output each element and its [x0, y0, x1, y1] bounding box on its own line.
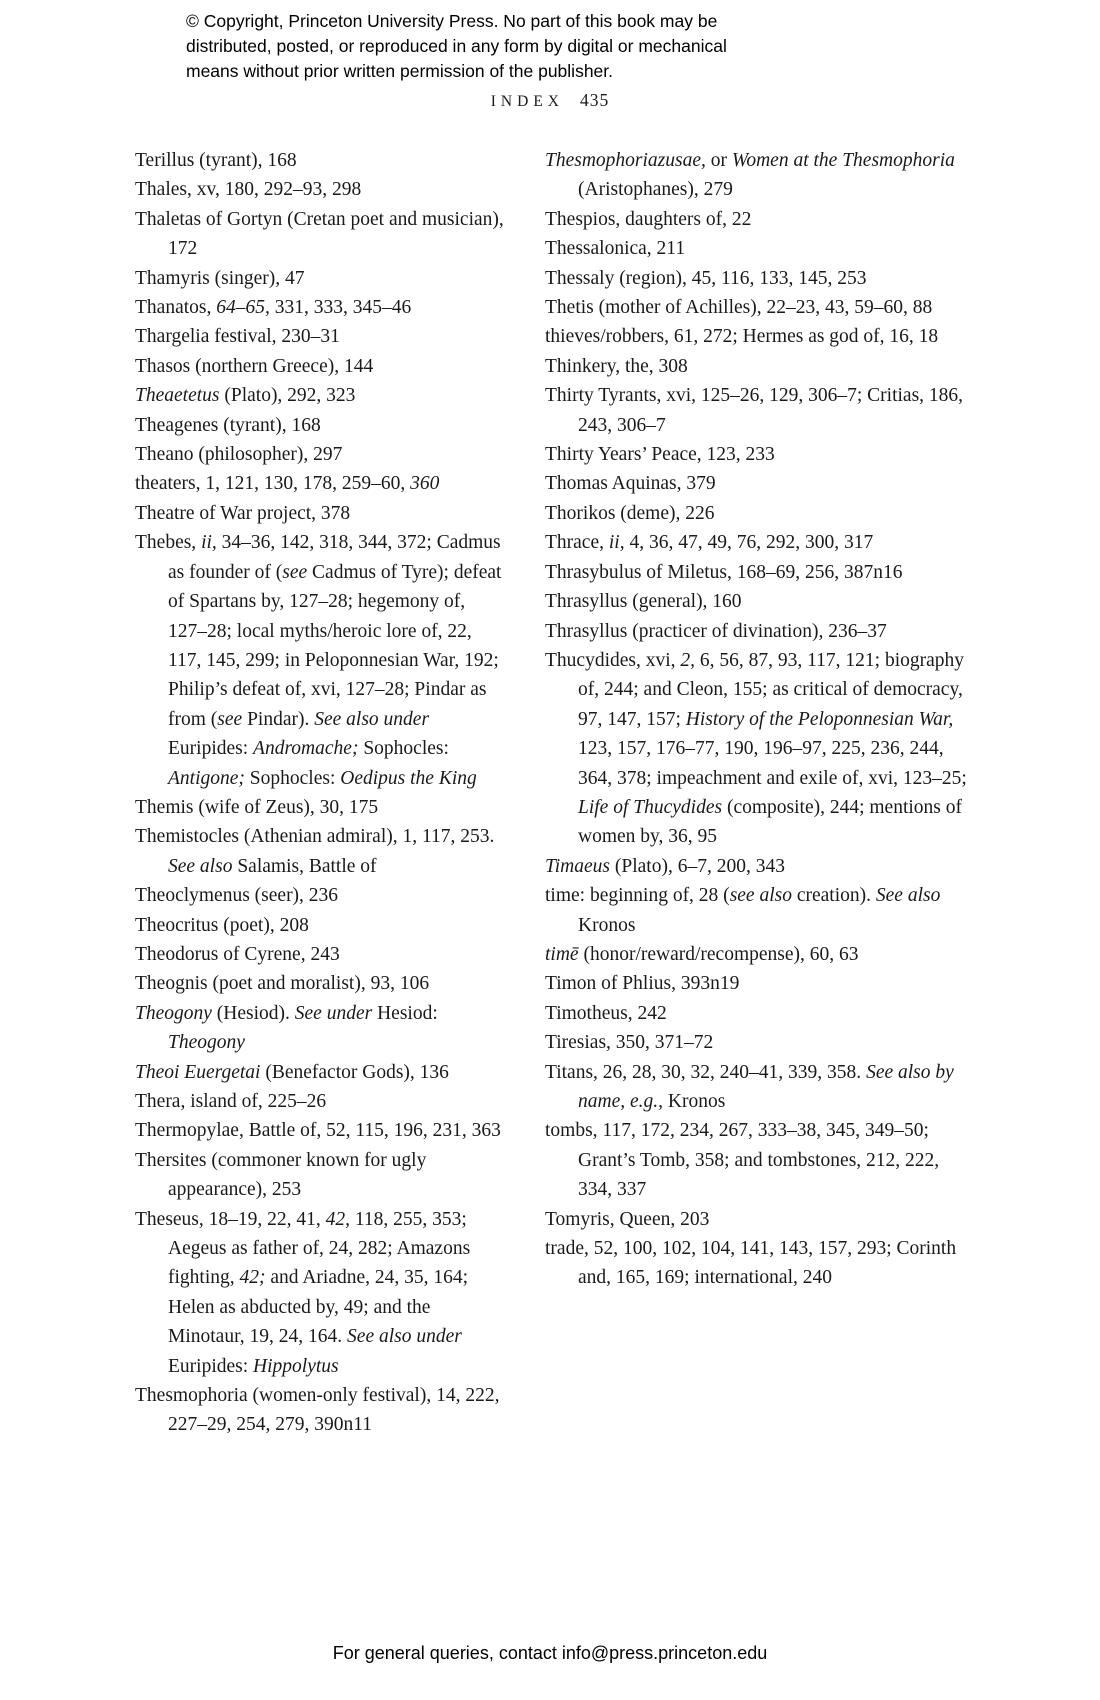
index-entry: Theognis (poet and moralist), 93, 106 [135, 973, 430, 995]
index-column-left [135, 146, 508, 1440]
index-entry: Thaletas of Gortyn (Cretan poet and musician), 172 [135, 208, 504, 260]
index-entry: theaters, 1, 121, 130, 178, 259–60, 360 [135, 473, 440, 495]
index-entry: Theatre of War project, 378 [135, 502, 351, 524]
index-entry: Timotheus, 242 [545, 1002, 667, 1024]
index-entry: Thessaly (region), 45, 116, 133, 145, 253 [545, 267, 867, 289]
index-entry: Theseus, 18–19, 22, 41, 42, 118, 255, 353; Aegeus as father of, 24, 282; Amazons fighting, 42; and Ariadne, 24, 35, 164; Helen as abducted by, 49; and the Minotaur, 19, 24, 164. See also under Euripides: Hippolytus [135, 1208, 471, 1377]
copyright-line: distributed, posted, or reproduced in any form by digital or mechanical [186, 35, 727, 56]
index-entry: Thasos (northern Greece), 144 [135, 355, 374, 377]
index-entry: Thargelia festival, 230–31 [135, 326, 340, 348]
index-entry: Tiresias, 350, 371–72 [545, 1032, 714, 1054]
index-entry: Thessalonica, 211 [545, 238, 686, 260]
index-entry: Theogony (Hesiod). See under Hesiod: Theogony [135, 1002, 438, 1054]
footer-queries-note: For general queries, contact info@press.princeton.edu [332, 1643, 768, 1663]
index-entry: Thinkery, the, 308 [545, 355, 688, 377]
index-entry: Thermopylae, Battle of, 52, 115, 196, 231, 363 [135, 1120, 501, 1142]
index-entry: Themis (wife of Zeus), 30, 175 [135, 796, 379, 818]
index-column-right [545, 146, 973, 1440]
index-entry: Thucydides, xvi, 2, 6, 56, 87, 93, 117, 121; biography of, 244; and Cleon, 155; as critical of democracy, 97, 147, 157; History of the Peloponnesian War, 123, 157, 176–77, 190, 196–97, 225, 236, 244, 364, 378; impeachment and exile of, xvi, 123–25; Life of Thucydides (composite), 244; mentions of women by, 36, 95 [545, 649, 967, 848]
copyright-line: © Copyright, Princeton University Press. No part of this book may be [186, 11, 718, 31]
page-number: 435 [579, 90, 610, 110]
index-entry: thieves/robbers, 61, 272; Hermes as god of, 16, 18 [545, 326, 939, 348]
index-entry: Thebes, ii, 34–36, 142, 318, 344, 372; Cadmus as founder of (see Cadmus of Tyre); defeat of Spartans by, 127–28; hegemony of, 127–28; local myths/heroic lore of, 22, 117, 145, 299; in Peloponnesian War, 192; Philip’s defeat of, xvi, 127–28; Pindar as from (see Pindar). See also under Euripides: Andromache; Sophocles: Antigone; Sophocles: Oedipus the King [135, 532, 502, 789]
index-entry: Thales, xv, 180, 292–93, 298 [135, 179, 362, 201]
index-entry: Thrace, ii, 4, 36, 47, 49, 76, 292, 300, 317 [545, 532, 874, 554]
index-entry: Thrasybulus of Miletus, 168–69, 256, 387n16 [545, 561, 903, 583]
index-entry: Thersites (commoner known for ugly appearance), 253 [135, 1149, 427, 1201]
index-entry: Thesmophoria (women-only festival), 14, 222, 227–29, 254, 279, 390n11 [135, 1385, 500, 1436]
copyright-notice [186, 9, 727, 83]
index-entry: Thera, island of, 225–26 [135, 1091, 327, 1112]
index-entry: Thamyris (singer), 47 [135, 267, 305, 289]
index-entry: Timon of Phlius, 393n19 [545, 973, 740, 995]
page-header [0, 90, 1100, 111]
index-entry: Tomyris, Queen, 203 [545, 1208, 710, 1230]
index-entry: Timaeus (Plato), 6–7, 200, 343 [545, 855, 785, 877]
index-entry: Thorikos (deme), 226 [545, 502, 715, 524]
index-entry: Theano (philosopher), 297 [135, 444, 343, 466]
index-columns [135, 146, 973, 1440]
index-entry: Theagenes (tyrant), 168 [135, 414, 321, 436]
index-entry: Thesmophoriazusae, or Women at the Thesmophoria (Aristophanes), 279 [545, 150, 955, 201]
index-entry: time: beginning of, 28 (see also creation). See also Kronos [545, 885, 941, 936]
index-entry: Themistocles (Athenian admiral), 1, 117, 253. See also Salamis, Battle of [135, 826, 495, 877]
index-entry: Thirty Tyrants, xvi, 125–26, 129, 306–7; Critias, 186, 243, 306–7 [545, 385, 964, 436]
index-entry: Theocritus (poet), 208 [135, 914, 309, 936]
index-title: INDEX [490, 93, 564, 110]
index-entry: Titans, 26, 28, 30, 32, 240–41, 339, 358. See also by name, e.g., Kronos [545, 1061, 954, 1112]
index-entry: tombs, 117, 172, 234, 267, 333–38, 345, 349–50; Grant’s Tomb, 358; and tombstones, 212, 222, 334, 337 [545, 1120, 940, 1201]
index-entry: Terillus (tyrant), 168 [135, 150, 297, 171]
index-entry: Theaetetus (Plato), 292, 323 [135, 385, 356, 407]
index-entry: Thirty Years’ Peace, 123, 233 [545, 444, 775, 466]
index-entry: Theoi Euergetai (Benefactor Gods), 136 [135, 1061, 449, 1083]
index-entry: Thetis (mother of Achilles), 22–23, 43, 59–60, 88 [545, 297, 933, 319]
index-entry: Thanatos, 64–65, 331, 333, 345–46 [135, 297, 412, 319]
index-entry: timē (honor/reward/recompense), 60, 63 [545, 943, 859, 965]
index-entry: Thrasyllus (practicer of divination), 236–37 [545, 620, 887, 642]
index-entry: Theodorus of Cyrene, 243 [135, 943, 340, 965]
index-entry: Thrasyllus (general), 160 [545, 591, 742, 613]
index-entry: Thomas Aquinas, 379 [545, 473, 716, 495]
index-entry: trade, 52, 100, 102, 104, 141, 143, 157, 293; Corinth and, 165, 169; international, 240 [545, 1238, 957, 1289]
copyright-line: means without prior written permission of the publisher. [186, 60, 614, 81]
index-entry: Thespios, daughters of, 22 [545, 208, 752, 230]
index-entry: Theoclymenus (seer), 236 [135, 885, 339, 907]
